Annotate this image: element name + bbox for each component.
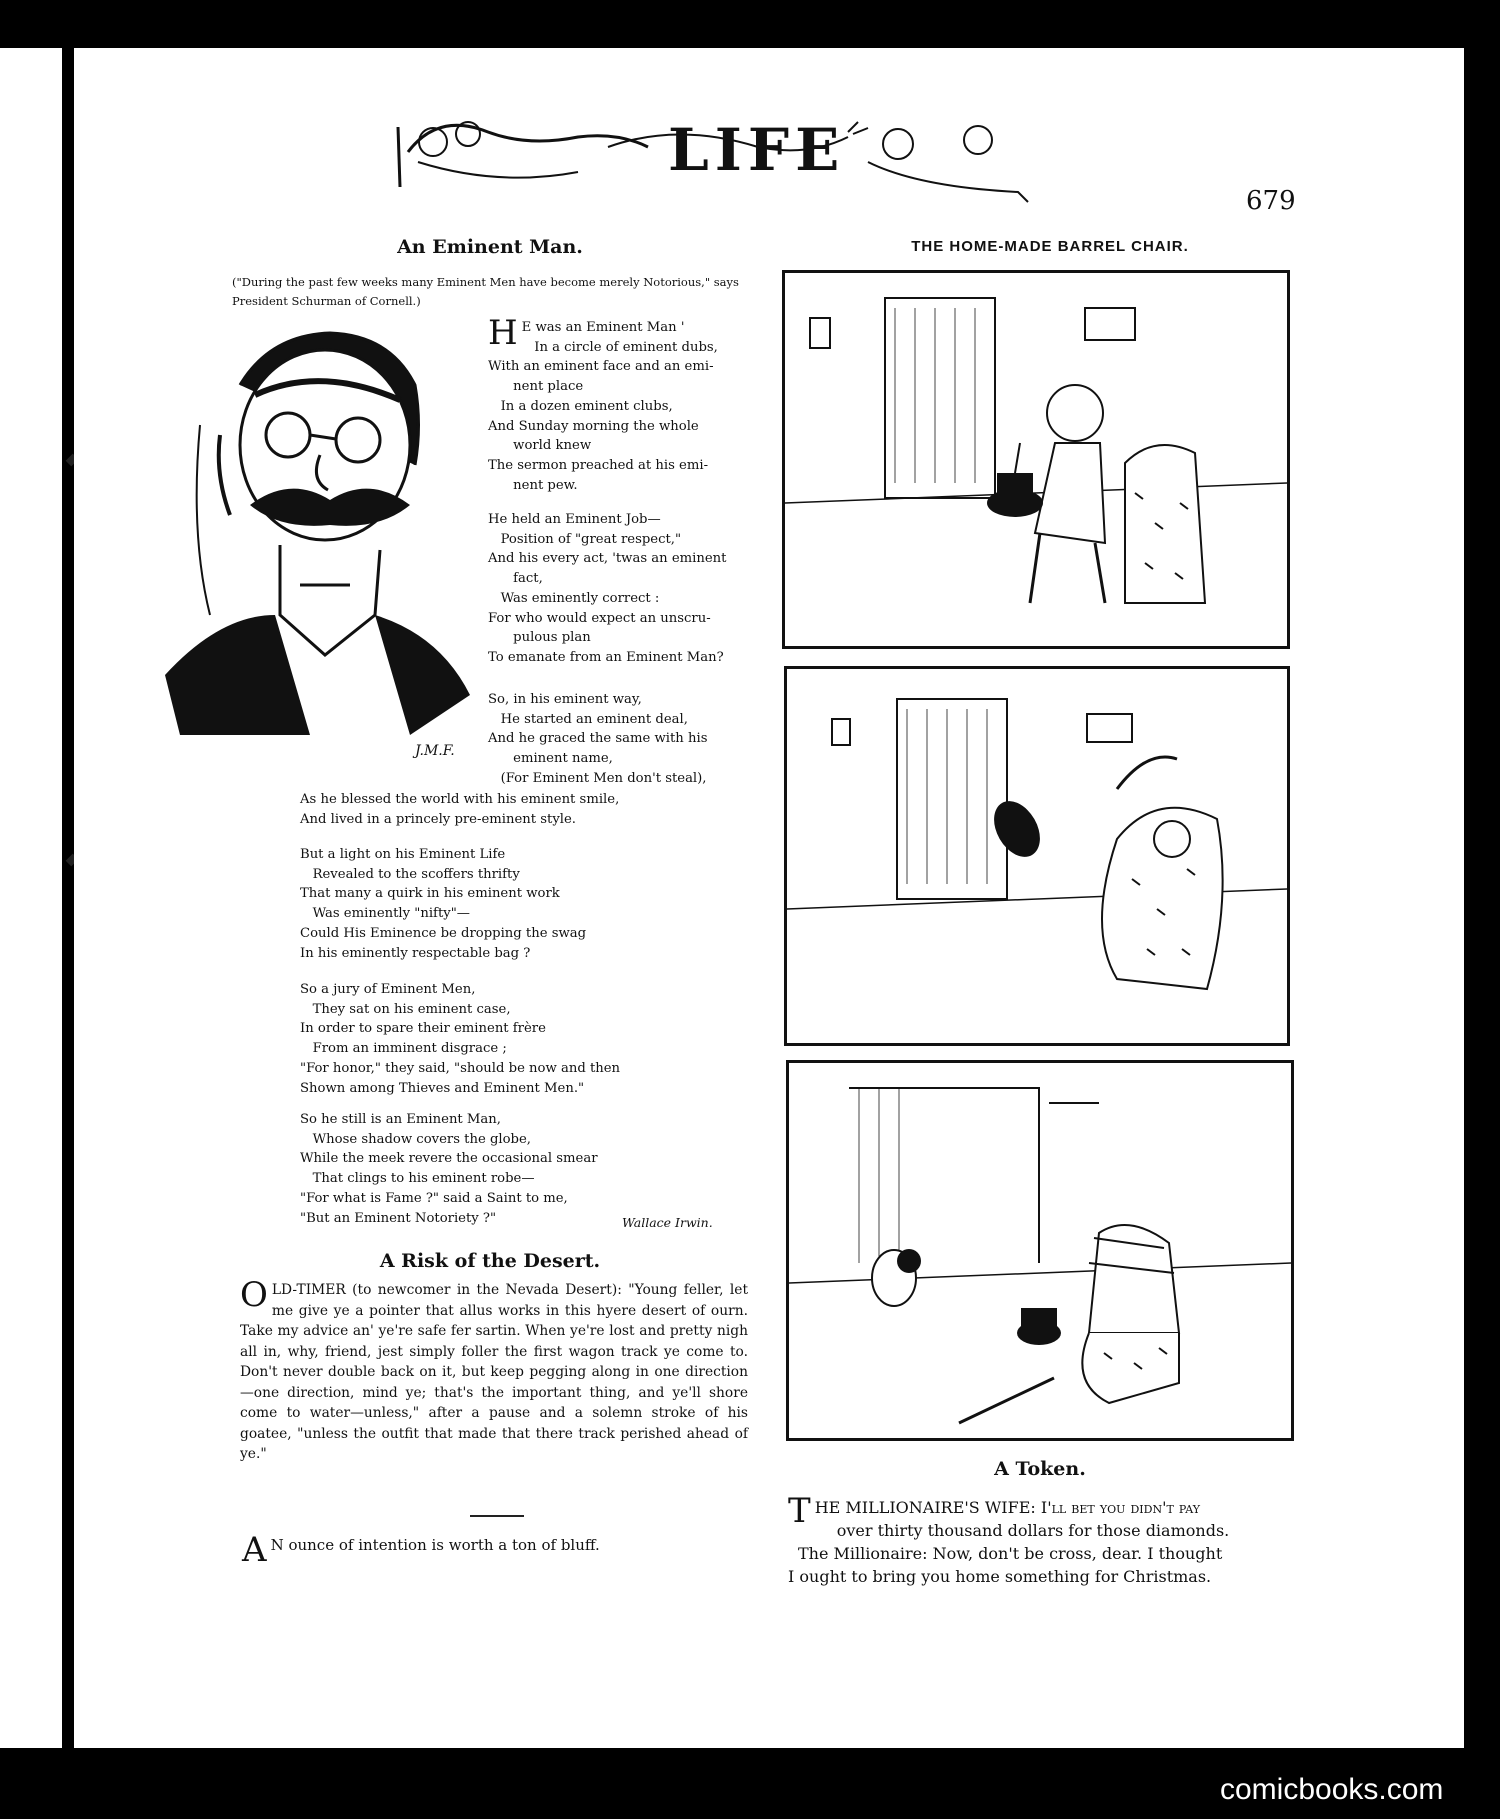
desert-story: OLD-TIMER (to newcomer in the Nevada Desert): "Young feller, let me give ye a pointer that allus works in this hyere desert of ourn. Take my advice an' ye're safe fer sartin. When ye're lost and pretty nigh all in, why, friend, jest simply foller the first wagon track ye come to. Don't never double back on it, but keep pegging along in one direction—one direction, mind ye; that's the important thing, and ye'll shore come to water—unless," after a pause and a solemn stroke of his goatee, "unless the outfit that made that there track perished ahead of ye." <box>240 1275 748 1462</box>
article-title-eminent-man: An Eminent Man. <box>397 236 583 258</box>
dropcap: T <box>788 1491 811 1531</box>
masthead <box>378 92 1078 212</box>
dropcap: O <box>240 1275 268 1315</box>
epigraph: ("During the past few weeks many Eminent Men have become merely Notorious," says President Schurman of Cornell.) <box>232 275 739 308</box>
poem-stanza-4: But a light on his Eminent Life Revealed to the scoffers thrifty That many a quirk in his eminent work Was eminently "nifty"— Could His Eminence be dropping the swag In his eminently respectable bag ? <box>300 847 587 961</box>
article-title-desert: A Risk of the Desert. <box>379 1250 601 1272</box>
poem-stanza-5: So a jury of Eminent Men, They sat on his eminent case, In order to spare their eminent frère From an imminent disgrace ; "For honor," they said, "should be now and then Shown among Thieves and Eminent Men." <box>300 982 621 1096</box>
poem-stanza-3-end: As he blessed the world with his eminent smile, And lived in a princely pre-eminent style. <box>300 792 620 827</box>
page-number: 679 <box>1246 186 1296 216</box>
comic-panel-3 <box>786 1060 1294 1441</box>
previous-page-edge <box>0 48 62 1748</box>
comic-panel-2 <box>784 666 1290 1046</box>
poem-author: Wallace Irwin. <box>622 1215 713 1230</box>
poem-stanza-3: So, in his eminent way, He started an eminent deal, And he graced the same with his eminent name, (For Eminent Men don't steal), <box>488 692 708 786</box>
section-divider <box>470 1515 524 1517</box>
poem-stanza-6: So he still is an Eminent Man, Whose shadow covers the globe, While the meek revere the occasional smear That clings to his eminent robe— "For what is Fame ?" said a Saint to me, "But an Eminent Notoriety ?" <box>300 1112 598 1226</box>
comic-title: THE HOME-MADE BARREL CHAIR. <box>911 238 1189 255</box>
poem-stanza-1: H E was an Eminent Man ' In a circle of eminent dubs, With an eminent face and an emi- nent place In a dozen eminent clubs, And Sunday morning the whole world knew The sermon preached at his emi- nent pew. <box>488 313 718 493</box>
dropcap: A <box>242 1530 267 1570</box>
comic-panel-1 <box>782 270 1290 649</box>
artist-signature: J.M.F. <box>415 743 455 759</box>
poem-stanza-2: He held an Eminent Job— Position of "great respect," And his every act, 'twas an eminent fact, Was eminently correct : For who would expect an unscru- pulous plan To emanate from an Eminent Man? <box>488 512 727 665</box>
masthead-title: LIFE <box>668 116 846 184</box>
caricature-illustration <box>160 315 485 770</box>
ounce-quip: A N ounce of intention is worth a ton of bluff. <box>242 1530 600 1570</box>
watermark: comicbooks.com <box>1220 1773 1444 1806</box>
dropcap: H <box>488 313 518 353</box>
article-title-token: A Token. <box>994 1458 1086 1480</box>
token-story: T HE MILLIONAIRE'S WIFE: I'll bet you didn't pay over thirty thousand dollars for those diamonds. The Millionaire: Now, don't be cross, dear. I thought I ought to bring you home something for Christmas. <box>788 1491 1230 1586</box>
